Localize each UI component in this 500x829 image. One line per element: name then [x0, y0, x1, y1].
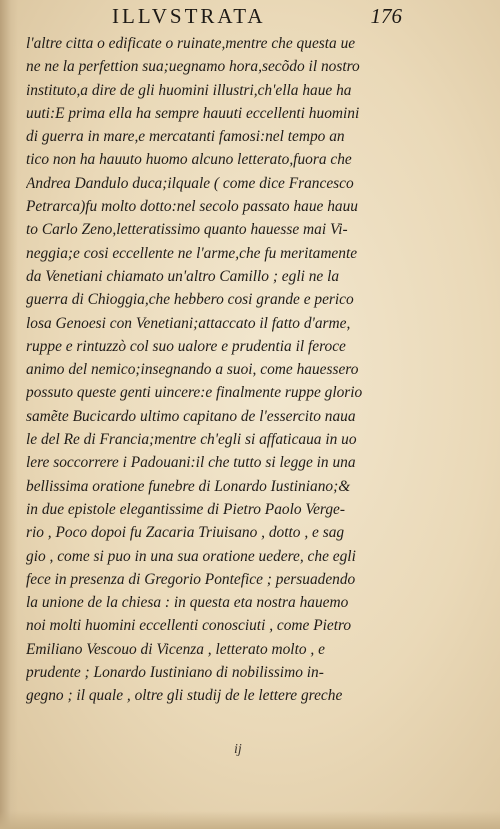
- text-line: di guerra in mare,e mercatanti famosi:nel tempo an: [26, 128, 345, 146]
- text-line: guerra di Chioggia,che hebbero cosi grande e perico: [26, 291, 354, 309]
- text-line: losa Genoesi con Venetiani;attaccato il fatto d'arme,: [26, 314, 351, 332]
- text-line: ruppe e rintuzzò col suo ualore e prudentia il feroce: [26, 337, 346, 355]
- text-line: animo del nemico;insegnando a suoi, come hauessero: [26, 361, 359, 379]
- text-line: tico non ha hauuto huomo alcuno letterato,fuora che: [26, 151, 352, 169]
- text-line: prudente ; Lonardo Iustiniano di nobilissimo in-: [26, 664, 324, 682]
- running-title: ILLVSTRATA: [112, 4, 266, 28]
- text-line: fece in presenza di Gregorio Pontefice ; persuadendo: [26, 570, 356, 588]
- text-line: gio , come si puo in una sua oratione uedere, che egli: [26, 547, 356, 565]
- text-line: to Carlo Zeno,letteratissimo quanto hauesse mai Vi-: [26, 221, 348, 239]
- text-line: uuti:E prima ella ha sempre hauuti eccellenti huomini: [26, 104, 360, 122]
- body-text: [26, 32, 398, 708]
- text-line: neggia;e cosi eccellente ne l'arme,che fu meritamente: [26, 244, 358, 262]
- text-line: bellissima oratione funebre di Lonardo Iustiniano;&: [26, 477, 351, 495]
- text-line: Andrea Dandulo duca;ilquale ( come dice Francesco: [26, 174, 354, 192]
- page-header: [112, 4, 402, 34]
- text-line: samẽte Bucicardo ultimo capitano de l'essercito naua: [26, 407, 356, 425]
- text-line: Emiliano Vescouo di Vicenza , letterato molto , e: [26, 640, 325, 658]
- text-line: ne ne la perfettion sua;uegnamo hora,secõdo il nostro: [26, 58, 360, 76]
- text-line: in due epistole elegantissime di Pietro Paolo Verge-: [26, 500, 346, 518]
- page-number: 176: [370, 4, 402, 28]
- text-line: noi molti huomini eccellenti conosciuti , come Pietro: [26, 617, 352, 635]
- text-line: l'altre citta o edificate o ruinate,mentre che questa ue: [26, 35, 356, 52]
- text-line: gegno ; il quale , oltre gli studij de le lettere greche: [26, 687, 343, 705]
- text-line: la unione de la chiesa : in questa eta nostra hauemo: [26, 594, 349, 612]
- signature-mark: ij: [234, 742, 242, 757]
- text-line: da Venetiani chiamato un'altro Camillo ; egli ne la: [26, 267, 340, 285]
- text-line: rio , Poco dopoi fu Zacaria Triuisano , dotto , e sag: [26, 524, 345, 542]
- page-bottom-edge: [0, 811, 500, 829]
- text-line: Petrarca)fu molto dotto:nel secolo passato haue hauu: [26, 198, 358, 216]
- text-line: le del Re di Francia;mentre ch'egli si affaticaua in uo: [26, 431, 357, 449]
- text-line: possuto queste genti uincere:e finalmente ruppe glorio: [26, 384, 363, 402]
- page-gutter-shadow: [0, 0, 18, 829]
- text-line: instituto,a dire de gli huomini illustri,ch'ella haue ha: [26, 81, 352, 99]
- text-line: lere soccorrere i Padouani:il che tutto si legge in una: [26, 454, 356, 472]
